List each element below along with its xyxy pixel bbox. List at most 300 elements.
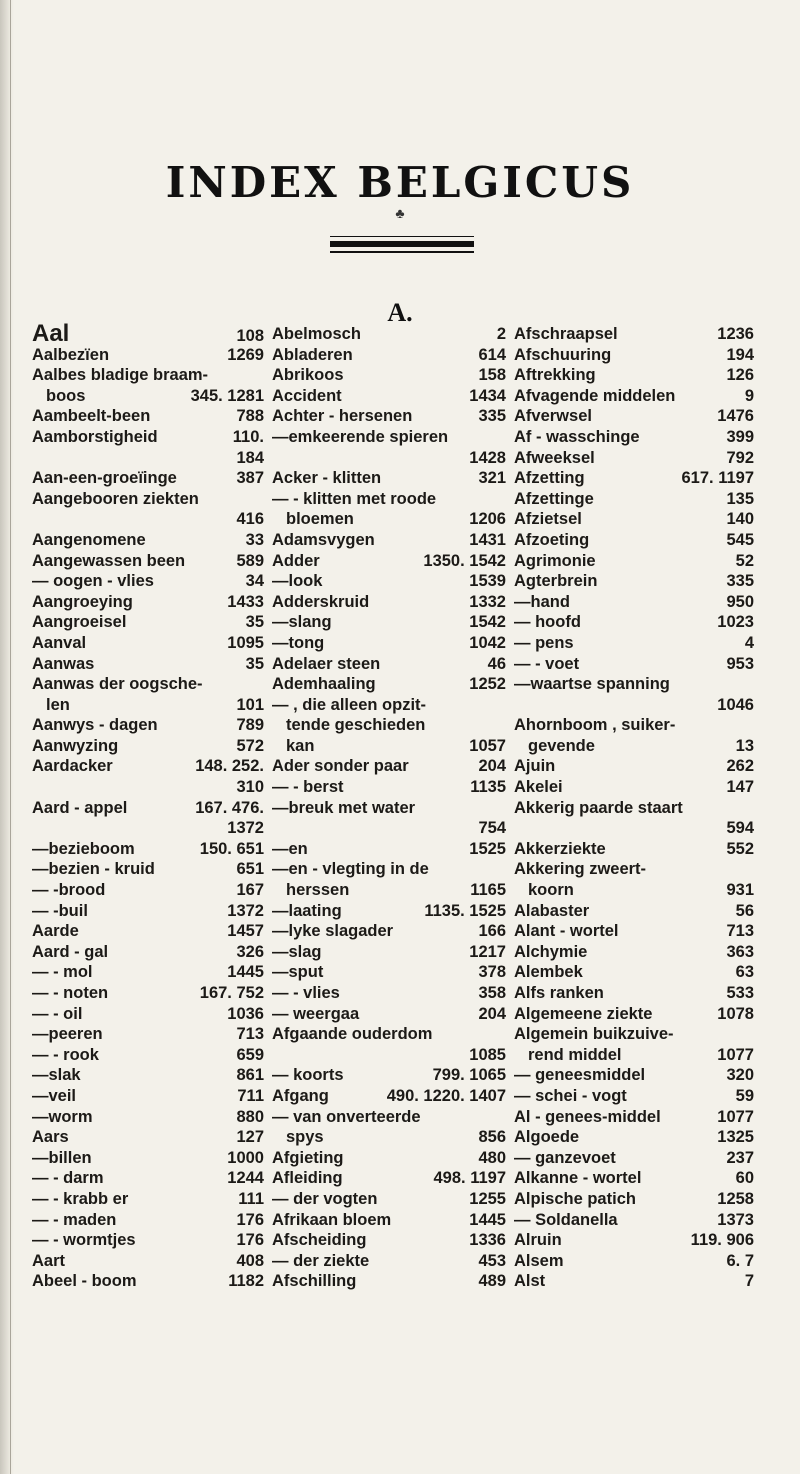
entry-page-number: 1325	[717, 1128, 754, 1147]
entry-page-number: 63	[735, 963, 754, 982]
index-entry	[272, 1189, 506, 1210]
entry-term: Aard - gal	[32, 942, 109, 961]
index-entry	[514, 1045, 754, 1066]
entry-page-number: 101	[236, 695, 264, 714]
index-entry	[32, 1107, 264, 1128]
entry-page-number: 204	[478, 1004, 506, 1023]
entry-page-number: 1085	[469, 1045, 506, 1064]
index-entry	[32, 1251, 264, 1272]
index-entry	[272, 427, 506, 448]
entry-page-number: 326	[236, 942, 264, 961]
entry-page-number: 1236	[717, 325, 754, 343]
index-entry	[272, 1065, 506, 1086]
entry-term: —slak	[32, 1066, 81, 1085]
entry-term: Aan-een-groeïinge	[32, 469, 177, 488]
entry-page-number: 1077	[717, 1045, 754, 1064]
entry-page-number: 1431	[469, 530, 506, 549]
index-entry	[32, 962, 264, 983]
entry-term: Alfs ranken	[514, 984, 604, 1002]
index-entry	[272, 530, 506, 551]
entry-page-number: 1078	[717, 1004, 754, 1023]
index-entry	[272, 715, 506, 736]
entry-page-number: 659	[236, 1045, 264, 1064]
ornament-icon: ♣	[395, 205, 405, 221]
entry-term: Alant - wortel	[514, 922, 619, 941]
entry-page-number: 1135. 1525	[424, 901, 506, 920]
title-rule-thin-bottom	[330, 251, 474, 253]
index-entry	[32, 736, 264, 757]
index-entry	[514, 777, 754, 798]
index-entry	[514, 654, 754, 675]
index-entry	[272, 777, 506, 798]
entry-term: — koorts	[272, 1066, 344, 1085]
entry-term: —lyke slagader	[272, 922, 394, 941]
index-entry	[514, 1065, 754, 1086]
index-entry	[32, 1271, 264, 1292]
entry-page-number: 1336	[469, 1231, 506, 1250]
entry-term: Afgieting	[272, 1148, 344, 1167]
entry-term: — -buil	[32, 901, 88, 920]
entry-term: Aangewassen been	[32, 551, 186, 570]
index-entry	[32, 1230, 264, 1251]
entry-term: — weergaa	[272, 1004, 360, 1023]
entry-page-number: 856	[478, 1128, 506, 1147]
index-entry	[514, 674, 754, 695]
entry-page-number: 1244	[227, 1169, 264, 1188]
entry-page-number: 1373	[717, 1210, 754, 1229]
entry-term: —waartse spanning	[514, 675, 670, 694]
index-entry	[32, 1004, 264, 1025]
entry-page-number: 1046	[717, 695, 754, 714]
entry-page-number: 1000	[227, 1148, 264, 1167]
entry-term: —peeren	[32, 1025, 103, 1044]
index-entry	[32, 715, 264, 736]
entry-page-number: 176	[236, 1210, 264, 1229]
entry-page-number: 194	[726, 345, 754, 364]
index-entry	[514, 468, 754, 489]
entry-term: Aangroeying	[32, 592, 133, 611]
entry-term: Akkerig paarde staart	[514, 798, 683, 817]
entry-term: Afschraapsel	[514, 325, 618, 343]
entry-page-number: 110.	[232, 427, 264, 446]
entry-term: —hand	[514, 592, 570, 611]
entry-term: Afverwsel	[514, 407, 592, 426]
page-spine	[0, 0, 14, 1474]
entry-page-number: 589	[236, 551, 264, 570]
entry-page-number: 126	[726, 366, 754, 385]
entry-term: spys	[286, 1128, 324, 1147]
entry-term: Akkerziekte	[514, 839, 606, 858]
entry-term: Afweeksel	[514, 448, 595, 467]
index-entry	[272, 695, 506, 716]
entry-term: Agrimonie	[514, 551, 596, 570]
index-entry	[514, 962, 754, 983]
index-entry	[514, 756, 754, 777]
index-entry	[32, 571, 264, 592]
entry-term: Afzetting	[514, 469, 585, 488]
entry-term: Afzietsel	[514, 510, 582, 529]
index-entry	[514, 324, 754, 345]
entry-page-number: 1457	[227, 922, 264, 941]
index-entry	[32, 320, 264, 347]
entry-page-number: 1525	[469, 839, 506, 858]
entry-page-number: 4	[744, 633, 754, 652]
entry-page-number: 1269	[227, 345, 264, 364]
index-entry	[32, 612, 264, 633]
entry-term: Aard - appel	[32, 798, 128, 817]
index-entry	[514, 365, 754, 386]
entry-term: Akelei	[514, 778, 563, 797]
index-entry	[514, 880, 754, 901]
index-entry	[32, 839, 264, 860]
entry-term: — -brood	[32, 881, 106, 900]
entry-page-number: 950	[726, 592, 754, 611]
index-entry	[514, 1148, 754, 1169]
entry-term: Al - genees-middel	[514, 1107, 661, 1126]
entry-term: Aamborstigheid	[32, 427, 158, 446]
index-entry	[514, 736, 754, 757]
index-entry	[514, 1251, 754, 1272]
index-entry	[32, 921, 264, 942]
index-entry	[514, 1271, 754, 1292]
entry-term: Afrikaan bloem	[272, 1210, 392, 1229]
spine-line	[10, 0, 11, 1474]
index-entry	[272, 386, 506, 407]
entry-page-number: 931	[726, 881, 754, 900]
index-entry	[514, 1004, 754, 1025]
entry-page-number: 35	[245, 654, 264, 673]
index-entry	[32, 489, 264, 510]
index-entry	[514, 942, 754, 963]
index-entry	[32, 1024, 264, 1045]
entry-term: Aanwas	[32, 654, 95, 673]
entry-page-number: 358	[478, 984, 506, 1002]
index-entry	[32, 859, 264, 880]
entry-page-number: 108	[236, 327, 264, 345]
index-entry	[514, 1210, 754, 1231]
entry-term: — - krabb er	[32, 1189, 129, 1208]
entry-page-number: 490. 1220. 1407	[386, 1086, 506, 1105]
index-entry	[514, 1168, 754, 1189]
entry-term: kan	[286, 736, 315, 755]
entry-term: bloemen	[286, 510, 354, 529]
entry-page-number: 713	[236, 1025, 264, 1044]
entry-term: Aart	[32, 1251, 66, 1270]
entry-term: herssen	[286, 881, 350, 900]
index-entry	[272, 345, 506, 366]
entry-page-number: 572	[236, 736, 264, 755]
entry-page-number: 953	[726, 654, 754, 673]
index-entry	[272, 983, 506, 1004]
entry-page-number: 552	[726, 839, 754, 858]
entry-page-number: 480	[478, 1148, 506, 1167]
index-entry	[32, 777, 264, 798]
entry-page-number: 1182	[228, 1272, 264, 1291]
entry-term: —en	[272, 839, 308, 858]
entry-page-number: 789	[236, 716, 264, 735]
entry-term: Aalbes bladige braam-	[32, 366, 209, 385]
index-entry	[272, 592, 506, 613]
index-entry	[514, 448, 754, 469]
index-entry	[272, 365, 506, 386]
entry-term: Aanwyzing	[32, 736, 119, 755]
title-rule-thick	[330, 241, 474, 247]
entry-term: Alsem	[514, 1251, 564, 1270]
entry-term: Aalbezïen	[32, 345, 110, 364]
entry-page-number: 1217	[469, 942, 506, 961]
entry-term: Algemeene ziekte	[514, 1004, 653, 1023]
entry-page-number: 184	[236, 448, 264, 467]
entry-term: — , die alleen opzit-	[272, 695, 427, 714]
entry-term: —sput	[272, 963, 324, 982]
entry-term: —slang	[272, 613, 332, 632]
index-entry	[32, 633, 264, 654]
index-entry	[32, 386, 264, 407]
page-title: INDEX BELGICUS	[165, 158, 635, 207]
entry-term: — - berst	[272, 778, 344, 797]
entry-page-number: 1539	[469, 572, 506, 591]
entry-page-number: 880	[236, 1107, 264, 1126]
entry-page-number: 320	[726, 1066, 754, 1085]
entry-term: —en - vlegting in de	[272, 860, 429, 879]
index-entry	[514, 839, 754, 860]
index-entry	[32, 695, 264, 716]
entry-page-number: 1252	[469, 675, 506, 694]
entry-term: — - darm	[32, 1169, 104, 1188]
index-entry	[32, 345, 264, 366]
entry-term: Agterbrein	[514, 572, 598, 591]
entry-page-number: 1434	[469, 386, 506, 405]
entry-term: — schei - vogt	[514, 1086, 627, 1105]
entry-page-number: 33	[245, 530, 264, 549]
index-entry	[272, 1168, 506, 1189]
entry-term: —emkeerende spieren	[272, 427, 449, 446]
entry-term: len	[46, 695, 70, 714]
entry-term: Aambeelt-been	[32, 407, 151, 426]
entry-page-number: 204	[478, 757, 506, 776]
entry-term: —bezieboom	[32, 839, 135, 858]
index-entry	[272, 551, 506, 572]
index-entry	[514, 798, 754, 819]
entry-page-number: 711	[237, 1086, 264, 1105]
entry-page-number: 56	[735, 901, 754, 920]
entry-page-number: 1476	[717, 407, 754, 426]
entry-page-number: 237	[726, 1148, 754, 1167]
index-entry	[272, 633, 506, 654]
entry-page-number: 1433	[227, 592, 264, 611]
entry-page-number: 167	[236, 881, 264, 900]
entry-term: — - maden	[32, 1210, 117, 1229]
entry-page-number: 387	[236, 469, 264, 488]
entry-page-number: 335	[478, 407, 506, 426]
entry-term: gevende	[528, 736, 595, 755]
index-entry	[272, 1107, 506, 1128]
entry-page-number: 345. 1281	[190, 386, 264, 405]
index-entry	[32, 468, 264, 489]
index-entry	[514, 509, 754, 530]
index-entry	[32, 530, 264, 551]
entry-page-number: 1165	[470, 881, 506, 900]
index-entry	[272, 612, 506, 633]
index-entry	[514, 859, 754, 880]
entry-term: — der ziekte	[272, 1251, 370, 1270]
entry-term: — - rook	[32, 1045, 99, 1064]
entry-term: — hoofd	[514, 613, 581, 632]
entry-term: — oogen - vlies	[32, 572, 154, 591]
index-entry	[514, 633, 754, 654]
entry-page-number: 489	[478, 1272, 506, 1291]
index-entry	[272, 921, 506, 942]
index-entry	[514, 427, 754, 448]
index-entry	[272, 674, 506, 695]
index-entry	[32, 365, 264, 386]
index-entry	[514, 695, 754, 716]
entry-page-number: 1023	[717, 613, 754, 632]
entry-term: —worm	[32, 1107, 93, 1126]
index-entry	[272, 1251, 506, 1272]
entry-page-number: 6. 7	[726, 1251, 754, 1270]
index-entry	[272, 1210, 506, 1231]
entry-term: tende geschieden	[286, 716, 426, 735]
entry-term: Afscheiding	[272, 1231, 367, 1250]
index-entry	[272, 1024, 506, 1045]
entry-page-number: 1350. 1542	[423, 551, 506, 570]
entry-term: Ajuin	[514, 757, 556, 776]
index-entry	[272, 901, 506, 922]
index-entry	[32, 818, 264, 839]
entry-term: Afschuuring	[514, 345, 612, 364]
index-entry	[32, 983, 264, 1004]
entry-page-number: 1372	[227, 901, 264, 920]
index-entry	[32, 880, 264, 901]
index-entry	[272, 324, 506, 345]
entry-term: —look	[272, 572, 323, 591]
entry-term: —bezien - kruid	[32, 860, 155, 879]
entry-term: —laating	[272, 901, 342, 920]
index-entry	[514, 715, 754, 736]
entry-page-number: 111	[238, 1189, 264, 1208]
index-column-3	[514, 324, 754, 1292]
index-entry	[32, 448, 264, 469]
entry-page-number: 614	[478, 345, 506, 364]
entry-page-number: 1258	[717, 1189, 754, 1208]
entry-term: boos	[46, 386, 86, 405]
index-entry	[32, 942, 264, 963]
entry-page-number: 135	[726, 489, 754, 508]
entry-page-number: 1428	[469, 448, 506, 467]
entry-page-number: 310	[236, 778, 264, 797]
entry-page-number: 150. 651	[199, 839, 264, 858]
index-entry	[514, 1024, 754, 1045]
entry-term: — - mol	[32, 963, 93, 982]
index-entry	[272, 756, 506, 777]
section-letter: A.	[387, 298, 413, 327]
index-entry	[272, 859, 506, 880]
index-entry	[32, 756, 264, 777]
index-entry	[514, 1107, 754, 1128]
entry-page-number: 1332	[469, 592, 506, 611]
entry-term: Aanwas der oogsche-	[32, 675, 203, 694]
index-entry	[272, 1045, 506, 1066]
entry-term: Alst	[514, 1272, 546, 1291]
entry-page-number: 335	[726, 572, 754, 591]
entry-page-number: 2	[496, 325, 506, 343]
entry-term: — Soldanella	[514, 1210, 618, 1229]
entry-term: Achter - hersenen	[272, 407, 413, 426]
entry-page-number: 713	[726, 922, 754, 941]
entry-term: Abeel - boom	[32, 1272, 137, 1291]
entry-page-number: 799. 1065	[432, 1066, 506, 1085]
entry-term: Adderskruid	[272, 592, 370, 611]
entry-page-number: 1372	[227, 819, 264, 838]
entry-page-number: 176	[236, 1231, 264, 1250]
index-entry	[32, 1148, 264, 1169]
index-entry	[514, 551, 754, 572]
entry-term: — - noten	[32, 984, 109, 1002]
index-entry	[272, 509, 506, 530]
index-entry	[272, 736, 506, 757]
entry-term: koorn	[528, 881, 574, 900]
entry-page-number: 321	[478, 469, 506, 488]
entry-term: Aangenomene	[32, 530, 146, 549]
index-column-2	[272, 324, 506, 1292]
entry-term: Alruin	[514, 1231, 562, 1250]
entry-term: — van onverteerde	[272, 1107, 421, 1126]
entry-term: —breuk met water	[272, 798, 416, 817]
entry-page-number: 1057	[469, 736, 506, 755]
entry-term: Aal	[32, 320, 70, 347]
entry-term: —tong	[272, 633, 325, 652]
entry-term: — ganzevoet	[514, 1148, 616, 1167]
entry-page-number: 594	[726, 819, 754, 838]
index-entry	[32, 406, 264, 427]
entry-page-number: 147	[726, 778, 754, 797]
entry-term: Afzettinge	[514, 489, 594, 508]
index-entry	[272, 798, 506, 819]
entry-page-number: 59	[735, 1086, 754, 1105]
entry-page-number: 1095	[227, 633, 264, 652]
entry-term: Alabaster	[514, 901, 590, 920]
entry-term: — - vlies	[272, 984, 340, 1002]
entry-term: Alpische patich	[514, 1189, 636, 1208]
entry-page-number: 416	[236, 510, 264, 529]
index-entry	[514, 1230, 754, 1251]
entry-term: Ader sonder paar	[272, 757, 409, 776]
entry-term: Ahornboom , suiker-	[514, 716, 676, 735]
entry-page-number: 788	[236, 407, 264, 426]
entry-page-number: 158	[478, 366, 506, 385]
entry-term: — pens	[514, 633, 574, 652]
index-entry	[272, 1086, 506, 1107]
entry-term: Aftrekking	[514, 366, 596, 385]
index-entry	[514, 386, 754, 407]
entry-page-number: 140	[726, 510, 754, 529]
entry-page-number: 1445	[227, 963, 264, 982]
entry-page-number: 498. 1197	[433, 1169, 506, 1188]
index-entry	[32, 592, 264, 613]
entry-term: —slag	[272, 942, 322, 961]
entry-term: Ademhaaling	[272, 675, 376, 694]
index-entry	[514, 612, 754, 633]
entry-page-number: 148. 252.	[195, 757, 264, 776]
index-entry	[32, 674, 264, 695]
entry-page-number: 127	[236, 1128, 264, 1147]
entry-page-number: 1445	[469, 1210, 506, 1229]
entry-page-number: 119. 906	[690, 1231, 754, 1250]
index-entry	[32, 1045, 264, 1066]
entry-page-number: 167. 752	[199, 984, 264, 1002]
entry-term: Accident	[272, 386, 342, 405]
